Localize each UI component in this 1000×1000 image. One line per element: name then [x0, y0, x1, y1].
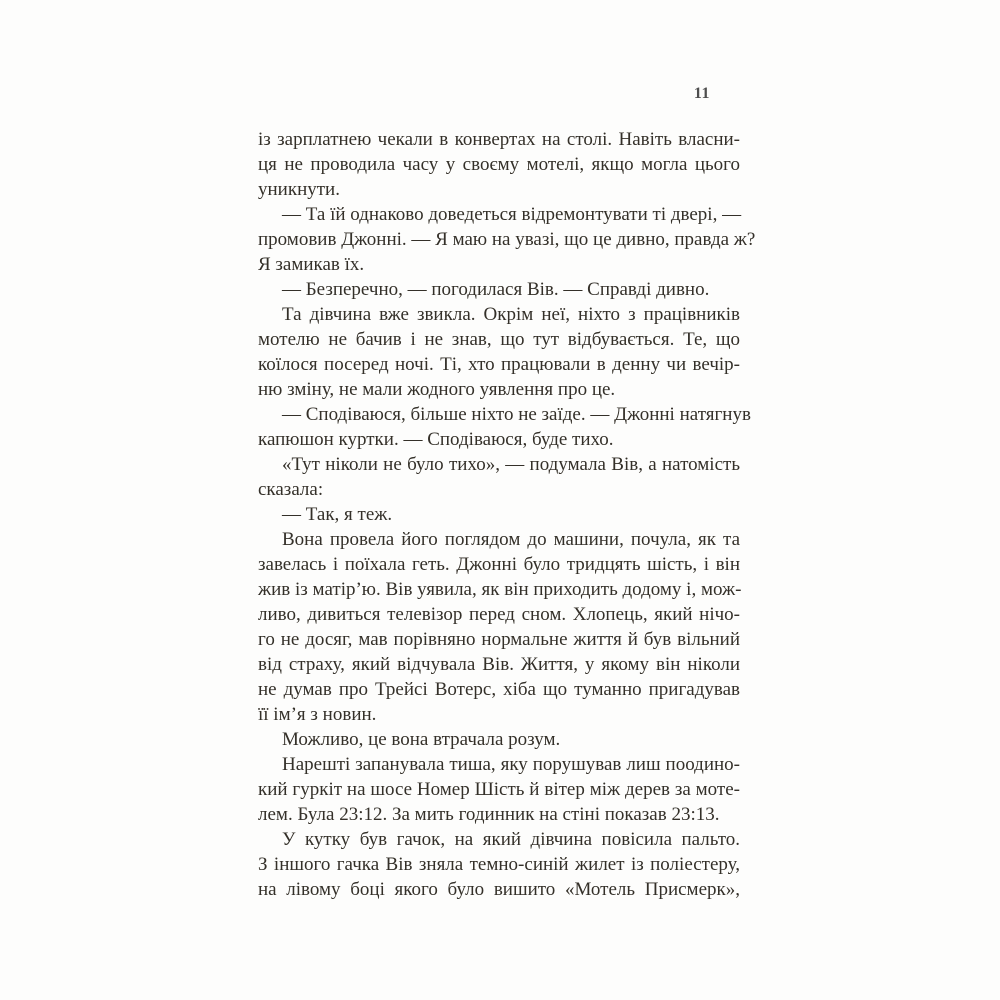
- paragraph: [258, 202, 756, 277]
- text-line: Та дівчина вже звикла. Окрім неї, ніхто з працівників: [282, 304, 740, 325]
- text-line: її ім’я з новин.: [258, 704, 377, 725]
- text-line: Можливо, це вона втрачала розум.: [282, 729, 561, 750]
- paragraph: [258, 827, 740, 902]
- text-line: завелась і поїхала геть. Джонні було тридцять шість, і він: [258, 554, 740, 575]
- text-line: жив із матір’ю. Вів уявила, як він приходить додому і, мож-: [258, 579, 742, 600]
- text-line: кий гуркіт на шосе Номер Шість й вітер між дерев за моте-: [258, 779, 740, 800]
- text-line: ню зміну, не мали жодного уявлення про це.: [258, 379, 616, 400]
- paragraph: [258, 502, 740, 527]
- paragraph: [258, 527, 740, 727]
- paragraph: [258, 727, 740, 752]
- text-line: уникнути.: [258, 179, 340, 200]
- text-block: [258, 127, 756, 902]
- text-line: капюшон куртки. — Сподіваюся, буде тихо.: [258, 429, 614, 450]
- text-line: Я замикав їх.: [258, 254, 365, 275]
- text-line: лем. Була 23:12. За мить годинник на стіні показав 23:13.: [258, 804, 720, 825]
- text-line: ця не проводила часу у своєму мотелі, якщо могла цього: [258, 154, 740, 175]
- paragraph: [258, 277, 740, 302]
- text-line: із зарплатнею чекали в конвертах на столі. Навіть власни-: [258, 129, 740, 150]
- text-line: сказала:: [258, 479, 324, 500]
- text-line: від страху, який відчувала Вів. Життя, у якому він ніколи: [258, 654, 740, 675]
- text-line: мотелю не бачив і не знав, що тут відбувається. Те, що: [258, 329, 740, 350]
- text-line: не думав про Трейсі Вотерс, хіба що туманно пригадував: [258, 679, 740, 700]
- paragraph: [258, 752, 740, 827]
- text-line: Нарешті запанувала тиша, яку порушував лиш поодино-: [282, 754, 740, 775]
- paragraph: [258, 127, 740, 202]
- text-line: — Безперечно, — погодилася Вів. — Справді дивно.: [282, 279, 710, 300]
- page-number: 11: [693, 85, 710, 102]
- text-line: «Тут ніколи не було тихо», — подумала Вів, а натомість: [282, 454, 740, 475]
- paragraph: [258, 452, 740, 502]
- text-line: промовив Джонні. — Я маю на увазі, що це дивно, правда ж?: [258, 229, 756, 250]
- text-line: — Та їй однаково доведеться відремонтувати ті двері, —: [282, 204, 742, 225]
- text-line: коїлося посеред ночі. Ті, хто працювали в денну чи вечір-: [258, 354, 740, 375]
- paragraph: [258, 402, 751, 452]
- text-line: — Так, я теж.: [282, 504, 393, 525]
- text-line: на лівому боці якого було вишито «Мотель Присмерк»,: [258, 879, 740, 900]
- text-line: Вона провела його поглядом до машини, почула, як та: [282, 529, 740, 550]
- text-line: З іншого гачка Вів зняла темно-синій жилет із поліестеру,: [258, 854, 740, 875]
- text-line: го не досяг, мав порівняно нормальне життя й був вільний: [258, 629, 740, 650]
- text-line: — Сподіваюся, більше ніхто не заїде. — Джонні натягнув: [282, 404, 751, 425]
- text-line: У кутку був гачок, на який дівчина повісила пальто.: [282, 829, 740, 850]
- text-line: ливо, дивиться телевізор перед сном. Хлопець, який нічо-: [258, 604, 740, 625]
- paragraph: [258, 302, 740, 402]
